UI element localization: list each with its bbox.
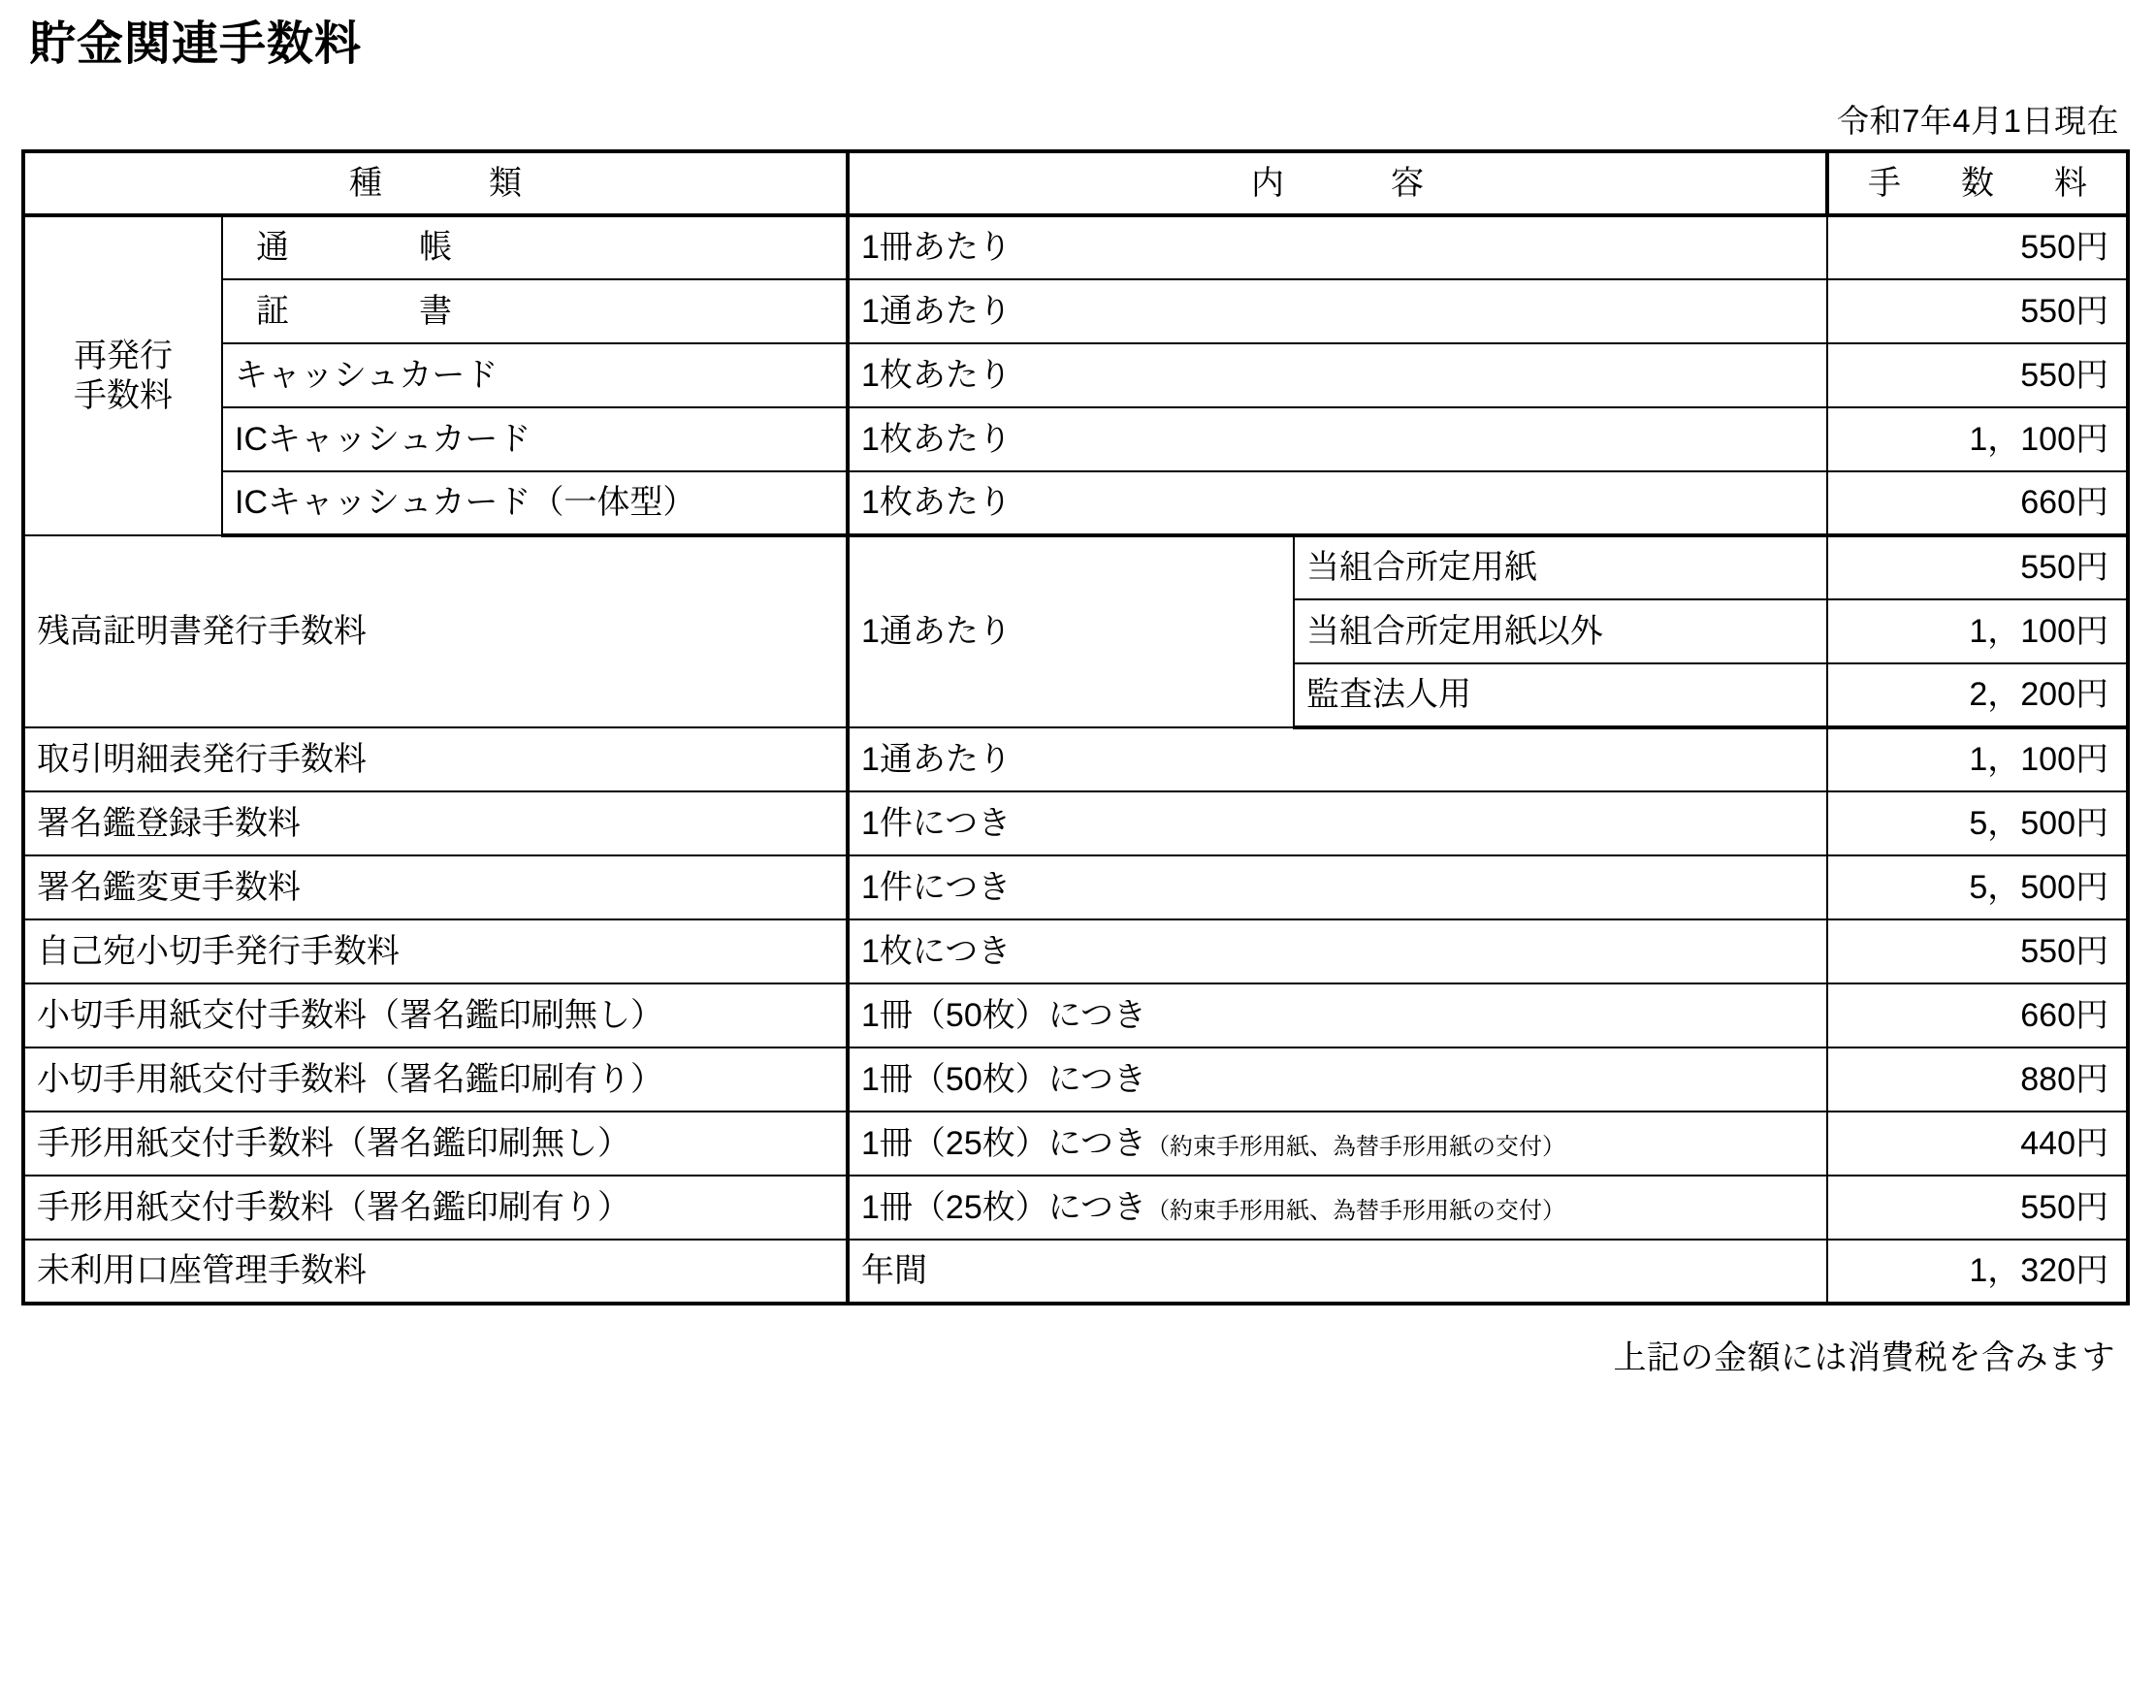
row-fee: 880円 [1827, 1047, 2128, 1112]
row-content-text: 1冊（50枚）につき [861, 1060, 1147, 1098]
row-kind: 証 書 [222, 279, 848, 343]
row-kind: 手形用紙交付手数料（署名鑑印刷有り） [23, 1176, 848, 1240]
row-kind: 通 帳 [222, 215, 848, 279]
row-kind: 残高証明書発行手数料 [23, 535, 848, 727]
group-label-reissue [23, 215, 222, 535]
table-row [23, 535, 2128, 599]
row-content-text: 1枚につき [861, 932, 1012, 970]
row-content [848, 727, 1827, 791]
row-content-text: 1件につき [861, 804, 1012, 842]
table-row [23, 855, 2128, 919]
row-content: 1通あたり [848, 535, 1294, 727]
header-kind: 種 類 [23, 151, 848, 215]
row-kind: 署名鑑登録手数料 [23, 791, 848, 855]
row-content-text: 1冊（25枚）につき [861, 1124, 1147, 1162]
row-detail: 当組合所定用紙 [1294, 535, 1827, 599]
row-content [848, 983, 1827, 1047]
row-content: 1冊あたり [848, 215, 1827, 279]
table-row [23, 215, 2128, 279]
row-kind: ICキャッシュカード（一体型） [222, 471, 848, 535]
row-fee: 550円 [1827, 535, 2128, 599]
row-fee: 550円 [1827, 343, 2128, 407]
row-fee: 550円 [1827, 215, 2128, 279]
table-row [23, 919, 2128, 983]
row-fee: 550円 [1827, 919, 2128, 983]
table-row [23, 727, 2128, 791]
row-fee: 1，320円 [1827, 1240, 2128, 1304]
row-kind: ICキャッシュカード [222, 407, 848, 471]
row-content: 1枚あたり [848, 471, 1827, 535]
row-kind: 小切手用紙交付手数料（署名鑑印刷無し） [23, 983, 848, 1047]
row-content [848, 855, 1827, 919]
effective-date: 令和7年4月1日現在 [1836, 103, 2119, 140]
row-content: 1枚あたり [848, 407, 1827, 471]
row-content: 1枚あたり [848, 343, 1827, 407]
row-fee: 1，100円 [1827, 407, 2128, 471]
row-content-note: （約束手形用紙、為替手形用紙の交付） [1146, 1197, 1566, 1224]
row-content [848, 1112, 1827, 1176]
table-row [23, 791, 2128, 855]
row-content-text: 1冊（50枚）につき [861, 996, 1147, 1034]
row-detail: 当組合所定用紙以外 [1294, 599, 1827, 663]
table-row [23, 1240, 2128, 1304]
table-row [23, 983, 2128, 1047]
row-content [848, 1047, 1827, 1112]
row-kind: キャッシュカード [222, 343, 848, 407]
tax-footnote: 上記の金額には消費税を含みます [1613, 1339, 2115, 1377]
row-kind: 未利用口座管理手数料 [23, 1240, 848, 1304]
row-content-text: 1通あたり [861, 741, 1012, 779]
table-row [23, 1047, 2128, 1112]
row-fee: 2，200円 [1827, 663, 2128, 727]
row-fee: 660円 [1827, 471, 2128, 535]
row-kind: 手形用紙交付手数料（署名鑑印刷無し） [23, 1112, 848, 1176]
group-label-reissue-line1: 再発行 [74, 337, 173, 374]
table-row [23, 343, 2128, 407]
row-content-text: 年間 [861, 1252, 927, 1290]
group-label-reissue-line2: 手数料 [74, 376, 173, 414]
table-header-row [23, 151, 2128, 215]
table-row [23, 1176, 2128, 1240]
row-content-note: （約束手形用紙、為替手形用紙の交付） [1146, 1133, 1566, 1160]
header-content: 内 容 [848, 151, 1827, 215]
fee-table [21, 149, 2130, 1305]
table-row [23, 407, 2128, 471]
row-detail: 監査法人用 [1294, 663, 1827, 727]
row-content [848, 1176, 1827, 1240]
row-fee: 550円 [1827, 1176, 2128, 1240]
row-content-text: 1冊（25枚）につき [861, 1188, 1147, 1226]
row-content [848, 1240, 1827, 1304]
row-kind: 自己宛小切手発行手数料 [23, 919, 848, 983]
row-fee: 5，500円 [1827, 791, 2128, 855]
row-kind: 小切手用紙交付手数料（署名鑑印刷有り） [23, 1047, 848, 1112]
table-row [23, 1112, 2128, 1176]
table-row [23, 471, 2128, 535]
table-row [23, 279, 2128, 343]
row-fee: 1，100円 [1827, 599, 2128, 663]
row-kind: 取引明細表発行手数料 [23, 727, 848, 791]
row-fee: 5，500円 [1827, 855, 2128, 919]
row-content-text: 1件につき [861, 868, 1012, 906]
row-fee: 440円 [1827, 1112, 2128, 1176]
header-fee: 手 数 料 [1827, 151, 2128, 215]
row-fee: 1，100円 [1827, 727, 2128, 791]
row-content [848, 919, 1827, 983]
row-fee: 660円 [1827, 983, 2128, 1047]
row-content: 1通あたり [848, 279, 1827, 343]
row-fee: 550円 [1827, 279, 2128, 343]
row-content [848, 791, 1827, 855]
row-kind: 署名鑑変更手数料 [23, 855, 848, 919]
page-title: 貯金関連手数料 [29, 18, 363, 70]
